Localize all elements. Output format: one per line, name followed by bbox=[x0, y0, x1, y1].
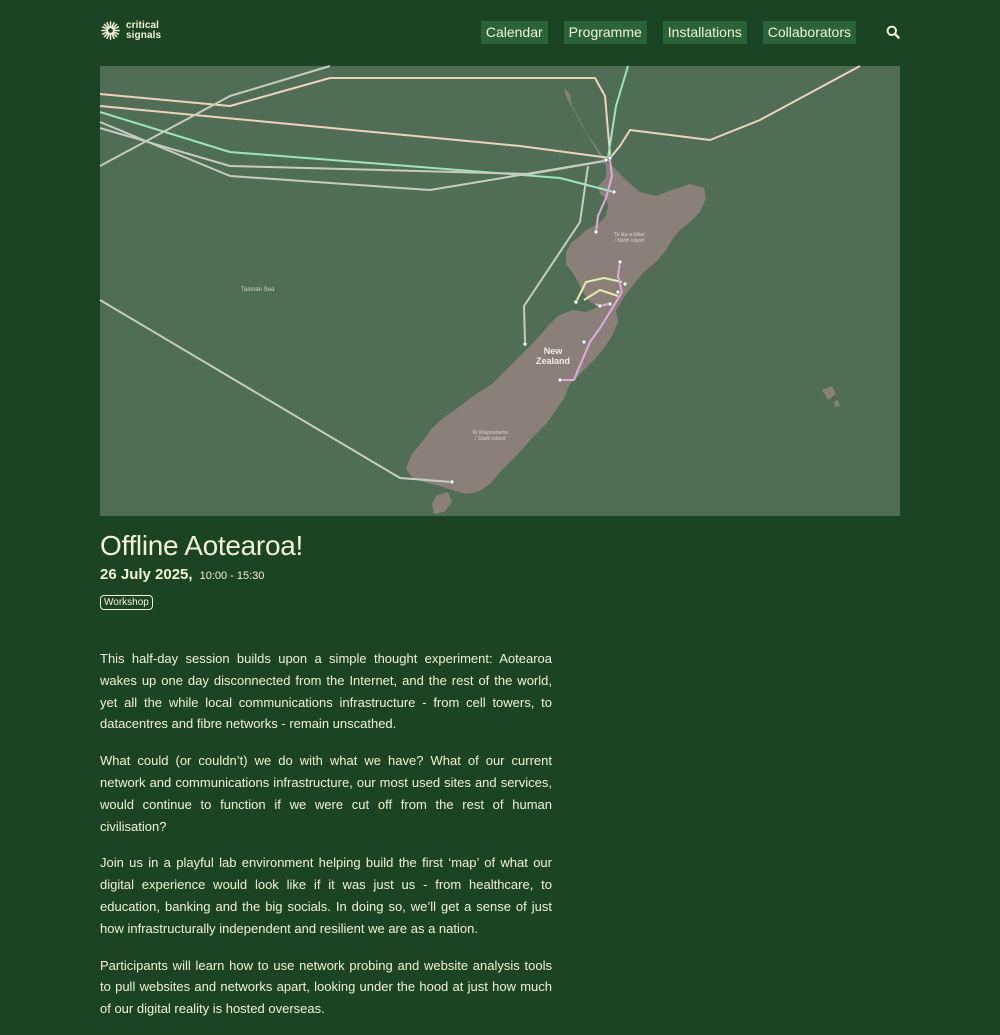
landing-point bbox=[558, 378, 562, 382]
landing-point bbox=[523, 342, 527, 346]
stewart-island-shape bbox=[432, 492, 452, 514]
south-island-shape bbox=[406, 302, 618, 494]
event-time: 10:00 - 15:30 bbox=[199, 570, 265, 582]
nav-item-collaborators[interactable]: Collaborators bbox=[763, 21, 856, 44]
landing-point bbox=[618, 260, 622, 264]
landing-point bbox=[616, 290, 620, 294]
nav-item-installations[interactable]: Installations bbox=[663, 21, 747, 44]
event-title: Offline Aotearoa! bbox=[100, 530, 303, 561]
south-island-label-line-2: / South Island bbox=[474, 436, 506, 442]
logo-line-1: critical bbox=[126, 19, 160, 31]
landing-point bbox=[582, 340, 586, 344]
logo-line-2: signals bbox=[126, 29, 162, 41]
north-island-label-line-1: Te Ika-a-Māui bbox=[614, 232, 645, 238]
landing-point bbox=[604, 158, 608, 162]
tasman-sea-label: Tasman Sea bbox=[241, 287, 275, 293]
landing-point bbox=[574, 300, 578, 304]
description-paragraph: This half-day session builds upon a simple thought experiment: Aotearoa wakes up one day disconnected from the Internet, and the rest of the world, yet all the while local communications infrastructure - from cell towers, to datacentres and fibre networks - remain unscathed. bbox=[100, 651, 552, 732]
north-island-label-line-2: / North Island bbox=[614, 238, 645, 244]
south-island-label-line-1: Te Waipounamu bbox=[472, 430, 509, 436]
event-type-tag[interactable]: Workshop bbox=[100, 595, 153, 610]
description-paragraph: What could (or couldn’t) we do with what we have? What of our current network and communications infrastructure, our most used sites and services, would continue to function if we were cut off from the rest of human civilisation? bbox=[100, 753, 552, 834]
description-paragraph: Join us in a playful lab environment helping build the first ‘map’ of what our digital experience would look like if it was just us - from healthcare, to education, banking and the big socials. In doing so, we’ll get a sense of just how infrastructurally independent and resilient we are as a nation. bbox=[100, 855, 552, 936]
event-date: 26 July 2025, bbox=[100, 566, 193, 583]
north-island-shape bbox=[564, 88, 706, 313]
nav-item-programme[interactable]: Programme bbox=[564, 21, 647, 44]
landing-point bbox=[608, 156, 612, 160]
landing-point bbox=[594, 230, 598, 234]
landing-point bbox=[608, 302, 612, 306]
main-nav bbox=[481, 21, 856, 44]
landing-point bbox=[598, 304, 602, 308]
chatham-islands-shape bbox=[822, 386, 840, 407]
landing-point bbox=[623, 282, 627, 286]
site-header bbox=[100, 20, 900, 46]
country-label-line-2: Zealand bbox=[536, 356, 571, 366]
nav-item-calendar[interactable]: Calendar bbox=[481, 21, 548, 44]
event-description bbox=[100, 648, 552, 1035]
logo-icon bbox=[100, 20, 121, 41]
cable-line bbox=[610, 66, 860, 158]
description-paragraph: Participants will learn how to use network probing and website analysis tools to pull websites and networks apart, looking under the hood at just how much of our digital reality is hosted overseas. bbox=[100, 957, 552, 1017]
country-label-line-1: New bbox=[543, 346, 563, 356]
landing-point bbox=[450, 480, 454, 484]
landing-point bbox=[612, 190, 616, 194]
logo-text bbox=[126, 21, 161, 41]
cable-line bbox=[100, 122, 610, 190]
map-graphic bbox=[100, 66, 900, 516]
event-datetime bbox=[100, 566, 264, 583]
cable-map[interactable] bbox=[100, 66, 900, 516]
cable-line bbox=[608, 66, 628, 158]
cable-line bbox=[100, 300, 452, 482]
search-icon[interactable] bbox=[886, 25, 900, 39]
logo-link[interactable] bbox=[100, 20, 161, 41]
